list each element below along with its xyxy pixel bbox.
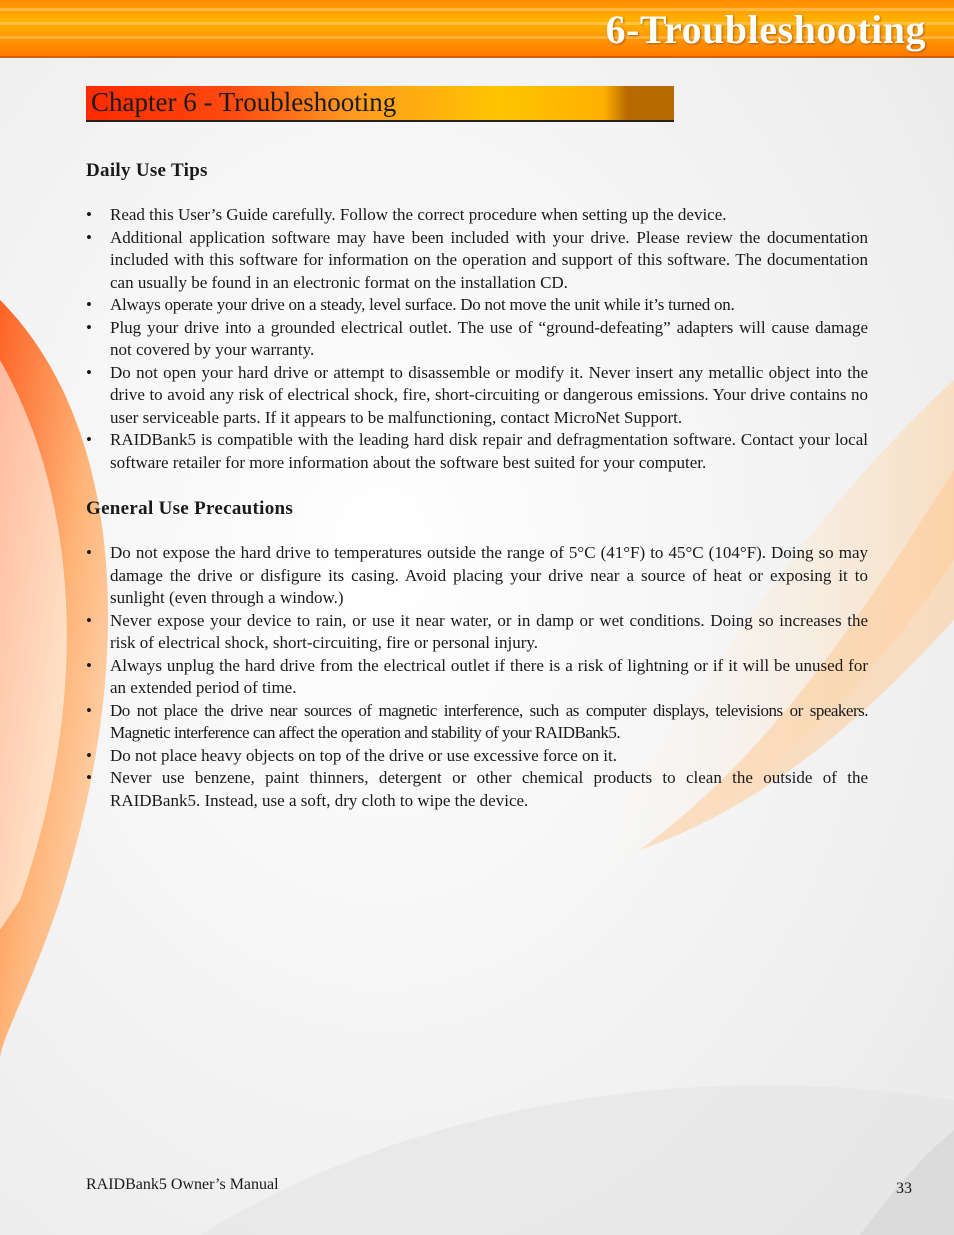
list-item: • RAIDBank5 is compatible with the leading hard disk repair and defragmentation software. Contact your local software retailer for more information about the software best suited for your computer. [86,430,868,472]
list-item: • Do not expose the hard drive to temperatures outside the range of 5°C (41°F) to 45°C (104°F). Doing so may damage the drive or disfigure its casing. Avoid placing your drive near a source of heat or exposing it to sunlight (even through a window.) [86,543,868,607]
tips-list [86,204,868,474]
chapter-banner [86,86,674,122]
section-daily-use-tips [86,160,868,474]
bullet-glyph: • [86,227,92,247]
list-item: • Read this User’s Guide carefully. Follow the correct procedure when setting up the device. [86,204,868,227]
chapter-banner-label: Chapter 6 - Troubleshooting [91,87,397,117]
bullet-glyph: • [86,745,92,765]
list-item: • Do not open your hard drive or attempt to disassemble or modify it. Never insert any metallic object into the drive to avoid any risk of electrical shock, fire, short-circuiting or dangerous emissions. Your drive contains no user serviceable parts. If it appears to be malfunctioning, contact MicroNet Support. [86,362,868,427]
section-heading: Daily Use Tips [86,160,208,181]
list-item: • Plug your drive into a grounded electrical outlet. The use of “ground-defeating” adapters will cause damage not covered by your warranty. [86,317,868,359]
section-heading: General Use Precautions [86,498,294,519]
bullet-glyph: • [86,610,92,630]
bullet-glyph: • [86,700,92,720]
bullet-glyph: • [86,205,92,224]
bullet-glyph: • [86,295,92,314]
bullet-glyph: • [86,317,92,337]
bullet-glyph: • [86,362,92,382]
bullet-glyph: • [86,655,92,675]
list-item: • Never expose your device to rain, or use it near water, or in damp or wet conditions. Doing so increases the risk of electrical shock, short-circuiting, fire or personal injury. [86,610,868,652]
list-item: • Always unplug the hard drive from the electrical outlet if there is a risk of lightning or if it will be unused for an extended period of time. [86,655,868,697]
precautions-list [86,542,868,812]
list-item: • Do not place the drive near sources of magnetic interference, such as computer displays, televisions or speakers. Magnetic interference can affect the operation and stability of your RAIDBank5. [86,700,868,742]
bullet-glyph: • [86,430,92,449]
list-item: • Do not place heavy objects on top of the drive or use excessive force on it. [86,745,868,768]
bullet-glyph: • [86,768,92,787]
list-item: • Additional application software may have been included with your drive. Please review the documentation included with this software for information on the operation and support of this software. The documentation can usually be found in an electronic format on the installation CD. [86,227,868,292]
section-general-use-precautions [86,498,868,812]
page-number: 33 [896,1180,912,1197]
bullet-glyph: • [86,543,92,562]
list-item: • Never use benzene, paint thinners, detergent or other chemical products to clean the outside of the RAIDBank5. Instead, use a soft, dry cloth to wipe the device. [86,768,868,810]
page-title: 6-Troubleshooting [605,7,926,52]
footer-manual-title: RAIDBank5 Owner’s Manual [86,1176,279,1193]
content [86,160,868,812]
list-item: • Always operate your drive on a steady, level surface. Do not move the unit while it’s turned on. [86,294,868,317]
